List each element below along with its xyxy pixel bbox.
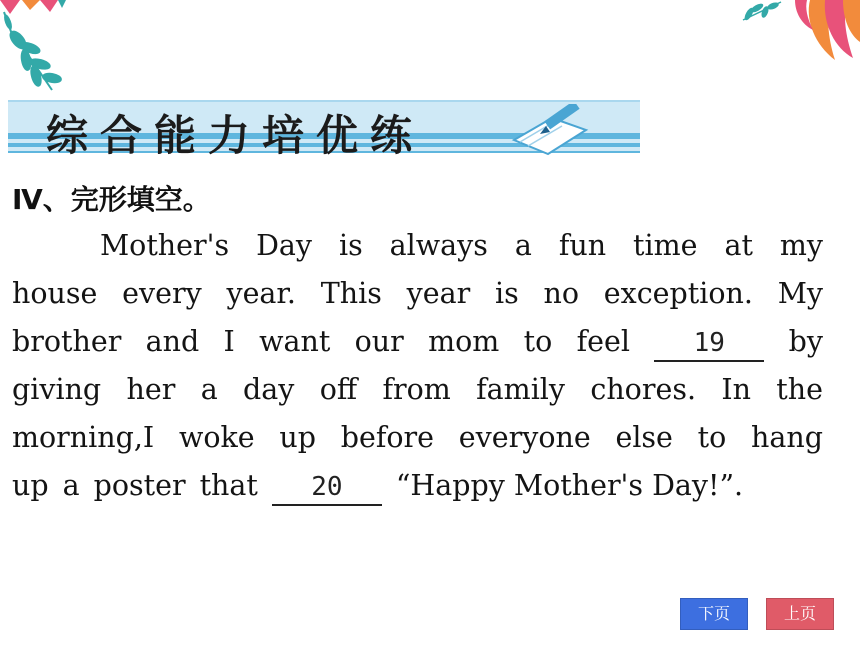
word: everyone (458, 421, 591, 454)
word: fun (558, 229, 607, 262)
word: is (338, 229, 363, 262)
word: by (788, 325, 823, 358)
banner-title: 综合能力培优练 (46, 111, 425, 160)
word: giving (12, 373, 102, 406)
word: our (354, 325, 404, 358)
word: a (200, 373, 218, 406)
passage-line-5 (12, 414, 823, 462)
word: my (779, 229, 823, 262)
word: This (320, 277, 382, 310)
word: I (223, 325, 235, 358)
leaf-decoration-top-right (735, 0, 860, 70)
section-heading: Ⅳ、完形填空。 (12, 183, 211, 216)
passage-line-1 (12, 222, 823, 270)
word: every (122, 277, 202, 310)
word: Day (256, 229, 313, 262)
word: mom (428, 325, 500, 358)
word: day (243, 373, 295, 406)
word: woke (178, 421, 255, 454)
word: house (12, 277, 98, 310)
word: up (12, 469, 49, 502)
word: up (279, 421, 316, 454)
blank-20[interactable]: 20 (272, 470, 382, 506)
word: want (259, 325, 331, 358)
word: at (724, 229, 753, 262)
word: poster (93, 469, 186, 502)
word: that (199, 469, 258, 502)
word: family (476, 373, 566, 406)
word: off (319, 373, 358, 406)
word: else (615, 421, 673, 454)
word: a (514, 229, 532, 262)
word: is (494, 277, 519, 310)
cloze-passage (12, 222, 823, 510)
word: exception. (603, 277, 753, 310)
word: to (523, 325, 553, 358)
word: and (145, 325, 200, 358)
word: the (776, 373, 823, 406)
word: hang (751, 421, 823, 454)
passage-line-2 (12, 270, 823, 318)
word: My (777, 277, 823, 310)
leaf-decoration-top-left (0, 0, 90, 95)
blank-19[interactable]: 19 (654, 326, 764, 362)
word: chores. (590, 373, 697, 406)
word: Mother's (100, 229, 230, 262)
word: time (633, 229, 698, 262)
passage-line-6 (12, 462, 823, 510)
word: before (340, 421, 435, 454)
pencil-notebook-icon (510, 104, 590, 156)
word: feel (576, 325, 630, 358)
word: brother (12, 325, 122, 358)
word: to (697, 421, 727, 454)
word: her (126, 373, 176, 406)
word: always (389, 229, 488, 262)
previous-page-button[interactable]: 上页 (766, 598, 834, 630)
word: from (382, 373, 451, 406)
word: “Happy Mother's Day!”. (395, 469, 744, 502)
word: no (543, 277, 580, 310)
word: year (406, 277, 471, 310)
word: In (721, 373, 751, 406)
word: morning,I (12, 421, 155, 454)
word: a (62, 469, 80, 502)
passage-line-4 (12, 366, 823, 414)
passage-line-3 (12, 318, 823, 366)
word: year. (226, 277, 296, 310)
next-page-button[interactable]: 下页 (680, 598, 748, 630)
